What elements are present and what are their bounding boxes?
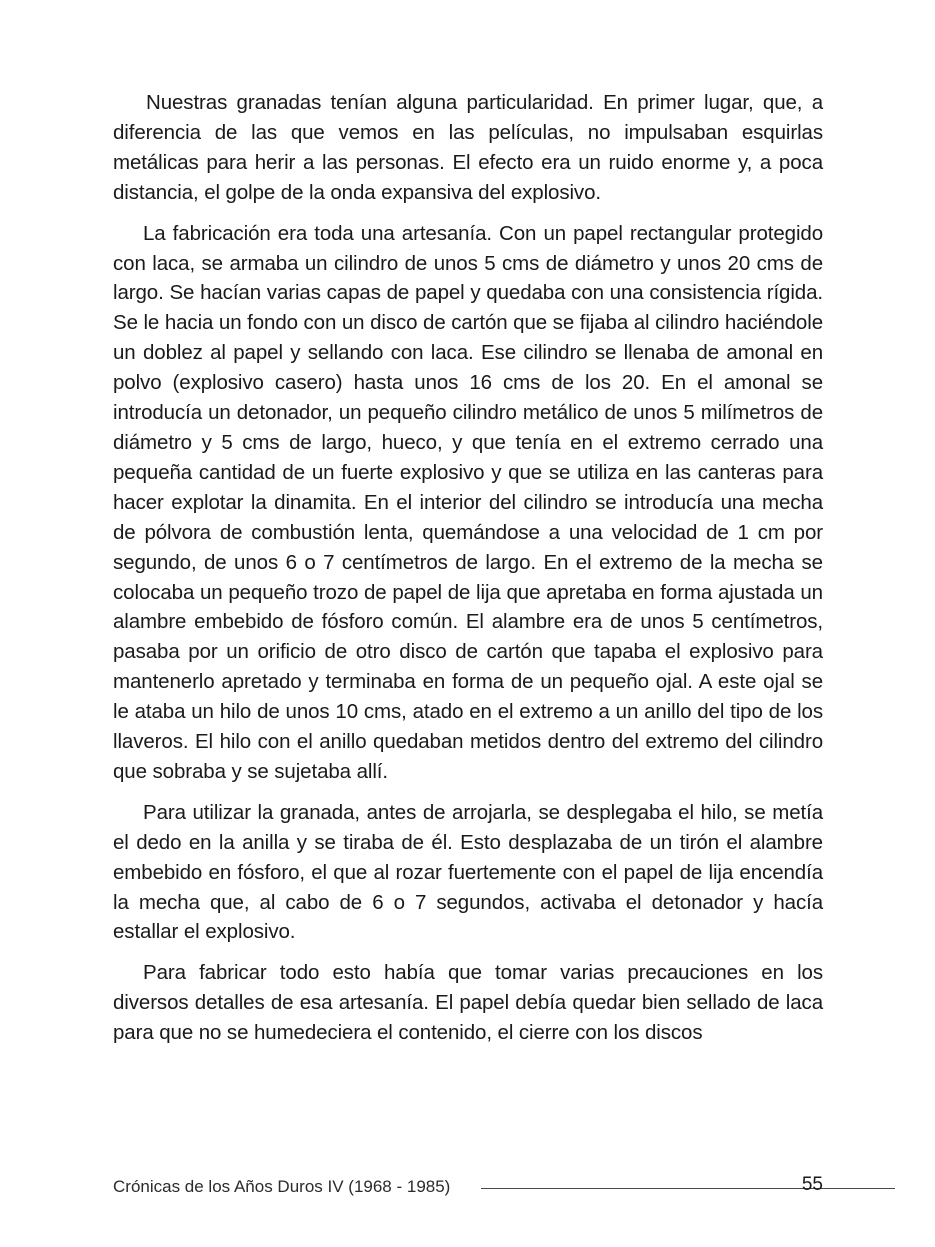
running-footer-title: Crónicas de los Años Duros IV (1968 - 1985) — [113, 1177, 451, 1196]
paragraph-1: Nuestras granadas tenían alguna particularidad. En primer lugar, que, a diferencia de las que vemos en las películas, no impulsaban esquirlas metálicas para herir a las personas. El efecto era un ruido enorme y, a poca distancia, el golpe de la onda expansiva del explosivo. — [113, 91, 823, 204]
body-text — [113, 88, 823, 1048]
paragraph-4: Para fabricar todo esto había que tomar varias precauciones en los diversos detalles de esa artesanía. El papel debía quedar bien sellado de laca para que no se humedeciera el contenido, el cierre con los discos — [113, 961, 823, 1045]
paragraph-3: Para utilizar la granada, antes de arrojarla, se desplegaba el hilo, se metía el dedo en la anilla y se tiraba de él. Esto desplazaba de un tirón el alambre embebido en fósforo, el que al rozar fuertemente con el papel de lija encendía la mecha que, al cabo de 6 o 7 segundos, activaba el detonador y hacía estallar el explosivo. — [113, 800, 823, 944]
footer-divider-line — [481, 1188, 895, 1189]
paragraph-2: La fabricación era toda una artesanía. Con un papel rectangular protegido con laca, se armaba un cilindro de unos 5 cms de diámetro y unos 20 cms de largo. Se hacían varias capas de papel y quedaba con una consistencia rígida. Se le hacia un fondo con un disco de cartón que se fijaba al cilindro haciéndole un doblez al papel y sellando con laca. Ese cilindro se llenaba de amonal en polvo (explosivo casero) hasta unos 16 cms de los 20. En el amonal se introducía un detonador, un pequeño cilindro metálico de unos 5 milímetros de diámetro y 5 cms de largo, hueco, y que tenía en el extremo cerrado una pequeña cantidad de un fuerte explosivo y que se utiliza en las canteras para hacer explotar la dinamita. En el interior del cilindro se introducía una mecha de pólvora de combustión lenta, quemándose a una velocidad de 1 cm por segundo, de unos 6 o 7 centímetros de largo. En el extremo de la mecha se colocaba un pequeño trozo de papel de lija que apretaba en forma ajustada un alambre embebido de fósforo común. El alambre era de unos 5 centímetros, pasaba por un orificio de otro disco de cartón que tapaba el explosivo para mantenerlo apretado y terminaba en forma de un pequeño ojal. A este ojal se le ataba un hilo de unos 10 cms, atado en el extremo a un anillo del tipo de los llaveros. El hilo con el anillo quedaban metidos dentro del extremo del cilindro que sobraba y se sujetaba allí. — [113, 221, 823, 783]
page-footer — [113, 1174, 823, 1200]
page-number: 55 — [801, 1174, 823, 1195]
